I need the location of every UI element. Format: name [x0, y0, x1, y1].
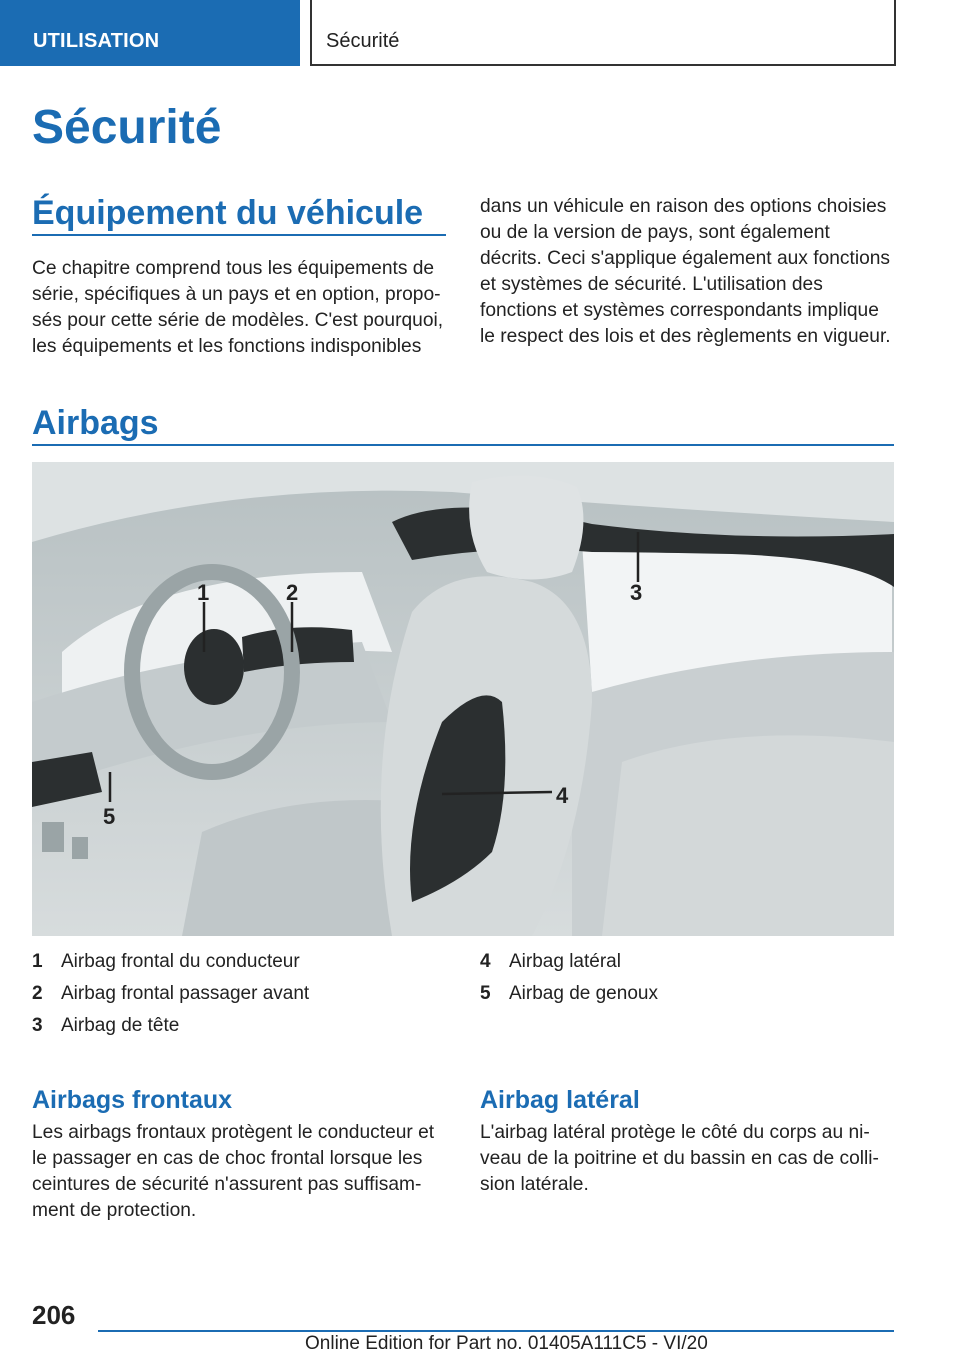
legend-number: 3	[32, 1015, 43, 1036]
frontal-airbags-text: Les airbags frontaux protègent le conducteur et le passager en cas de choc frontal lorsque les ceintures de sécurité n'assurent pas suffisamment de protection.	[32, 1122, 435, 1221]
legend-right	[480, 946, 658, 1010]
legend-label: Airbag frontal du conducteur	[61, 951, 300, 972]
legend-label: Airbag de tête	[61, 1015, 180, 1036]
airbag-figure	[32, 462, 894, 936]
legend-item	[480, 978, 658, 1010]
equipment-heading-rule	[32, 234, 446, 236]
legend-item	[32, 1010, 309, 1042]
side-airbag-heading: Airbag latéral	[480, 1086, 640, 1114]
car-interior-illustration	[32, 462, 894, 936]
equipment-text-col1: Ce chapitre comprend tous les équipements de série, spécifiques à un pays et en option, proposés pour cette série de modèles. C'est pourquoi, les équipements et les fonctions indisponibles	[32, 258, 444, 357]
airbags-heading: Airbags	[32, 404, 159, 442]
callout-1: 1	[197, 580, 210, 605]
legend-number: 1	[32, 951, 43, 972]
callout-3: 3	[630, 580, 643, 605]
footer-rule	[98, 1330, 894, 1332]
airbags-heading-rule	[32, 444, 894, 446]
legend-label: Airbag latéral	[509, 951, 621, 972]
legend-item	[32, 946, 309, 978]
legend-item	[32, 978, 309, 1010]
frontal-airbags-heading: Airbags frontaux	[32, 1086, 233, 1114]
section-tab-label: UTILISATION	[33, 30, 160, 52]
callout-2: 2	[286, 580, 299, 605]
legend-number: 2	[32, 983, 43, 1004]
topic-tab[interactable]	[310, 0, 896, 66]
section-tab[interactable]	[0, 0, 300, 66]
callout-4: 4	[556, 783, 569, 808]
equipment-heading: Équipement du véhicule	[32, 194, 424, 232]
legend-label: Airbag de genoux	[509, 983, 658, 1004]
driver-airbag-shape	[184, 629, 244, 705]
footer-edition: Online Edition for Part no. 01405A111C5 - VI/20	[305, 1333, 708, 1354]
page-number: 206	[32, 1300, 76, 1330]
legend-number: 4	[480, 951, 491, 972]
callout-5: 5	[103, 804, 116, 829]
equipment-text-col2: dans un véhicule en raison des options choisies ou de la version de pays, sont également décrits. Ceci s'applique également aux fonctions et systèmes de sécurité. L'utilisation des fonctions et systèmes correspondants implique le respect des lois et des règlements en vigueur.	[480, 196, 891, 347]
side-airbag-text: L'airbag latéral protège le côté du corps au niveau de la poitrine et du bassin en cas de collision latérale.	[480, 1122, 879, 1195]
topic-tab-label: Sécurité	[326, 30, 400, 52]
legend-left	[32, 946, 309, 1042]
legend-number: 5	[480, 983, 491, 1004]
legend-item	[480, 946, 658, 978]
legend-label: Airbag frontal passager avant	[61, 983, 310, 1004]
page-title: Sécurité	[32, 101, 222, 154]
